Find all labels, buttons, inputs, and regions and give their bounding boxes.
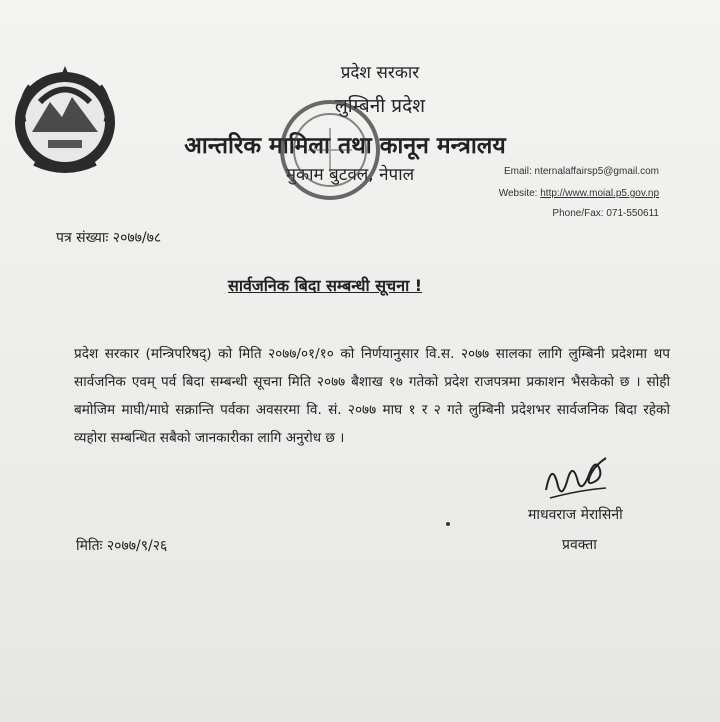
signatory-role: प्रवक्ता bbox=[562, 537, 597, 553]
contact-phone bbox=[455, 208, 659, 219]
notice-subject: सार्वजनिक बिदा सम्बन्धी सूचना ! bbox=[228, 276, 423, 295]
office-stamp-icon bbox=[270, 90, 390, 210]
header-line-government: प्रदेश सरकार bbox=[340, 63, 420, 83]
government-emblem-icon bbox=[10, 62, 120, 180]
header-ministry: आन्तरिक मामिला तथा कानून मन्त्रालय bbox=[184, 133, 506, 159]
signature-icon bbox=[540, 450, 612, 506]
ink-dot bbox=[446, 522, 450, 526]
phone-value: 071-550611 bbox=[606, 208, 659, 219]
email-label: Email: bbox=[503, 166, 532, 177]
signatory-name: माधवराज मेरासिनी bbox=[528, 507, 623, 523]
website-label: Website: bbox=[498, 188, 538, 199]
header-line-province: लुम्बिनी प्रदेश bbox=[334, 95, 426, 117]
contact-website bbox=[455, 188, 659, 199]
email-value: nternalaffairsp5@gmail.com bbox=[534, 166, 659, 177]
contact-email bbox=[455, 166, 659, 177]
website-link[interactable]: http://www.moial.p5.gov.np bbox=[540, 188, 659, 199]
reference-number: पत्र संख्याः २०७७/७८ bbox=[56, 230, 162, 246]
letter-date: मितिः २०७७/९/२६ bbox=[76, 538, 168, 554]
phone-label: Phone/Fax: bbox=[552, 208, 604, 219]
header-location: मुकाम बुटवल, नेपाल bbox=[285, 165, 415, 185]
notice-body: प्रदेश सरकार (मन्त्रिपरिषद्) को मिति २०७७/०१/१० को निर्णयानुसार वि.स. २०७७ सालका लागि लुम्बिनी प्रदेशमा थप सार्वजनिक एवम् पर्व बिदा सम्बन्धी सूचना मिति २०७७ बैशाख १७ गतेको प्रदेश राजपत्रमा प्रकाशन भैसकेको छ । सोही बमोजिम माघी/माघे सक्रान्ति पर्वका अवसरमा वि. सं. २०७७ माघ १ र २ गते लुम्बिनी प्रदेशभर सार्वजनिक बिदा रहेको व्यहोरा सम्बन्धित सबैको जानकारीका लागि अनुरोध छ । bbox=[74, 346, 670, 446]
